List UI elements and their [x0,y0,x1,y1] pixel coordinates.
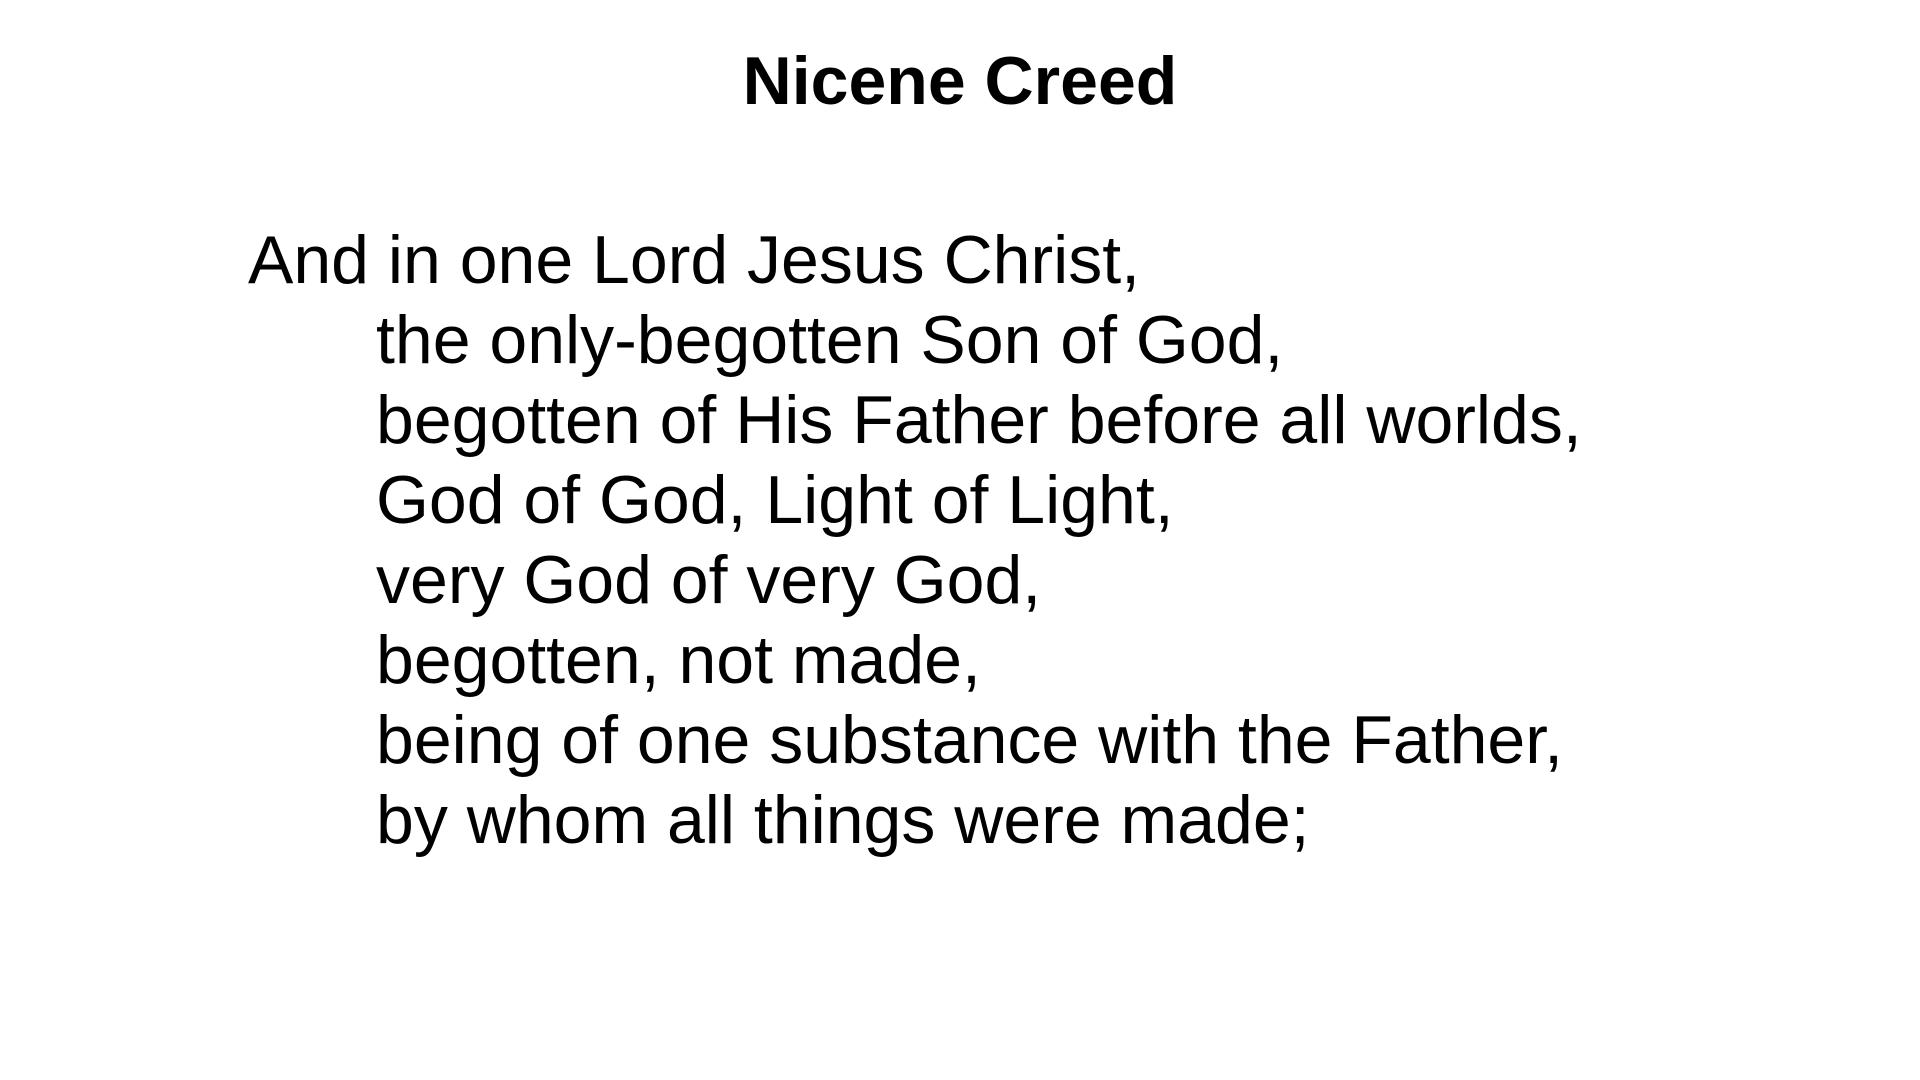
creed-line-1: And in one Lord Jesus Christ, [248,222,1141,298]
creed-line-5: very God of very God, [376,542,1042,618]
slide-title: Nicene Creed [742,43,1178,119]
creed-line-2: the only-begotten Son of God, [376,302,1284,378]
creed-line-3: begotten of His Father before all worlds, [376,382,1582,458]
creed-line-4: God of God, Light of Light, [376,462,1174,538]
creed-line-6: begotten, not made, [376,622,981,698]
creed-line-7: being of one substance with the Father, [376,702,1564,778]
creed-line-8: by whom all things were made; [376,782,1310,858]
creed-text [248,220,1848,860]
